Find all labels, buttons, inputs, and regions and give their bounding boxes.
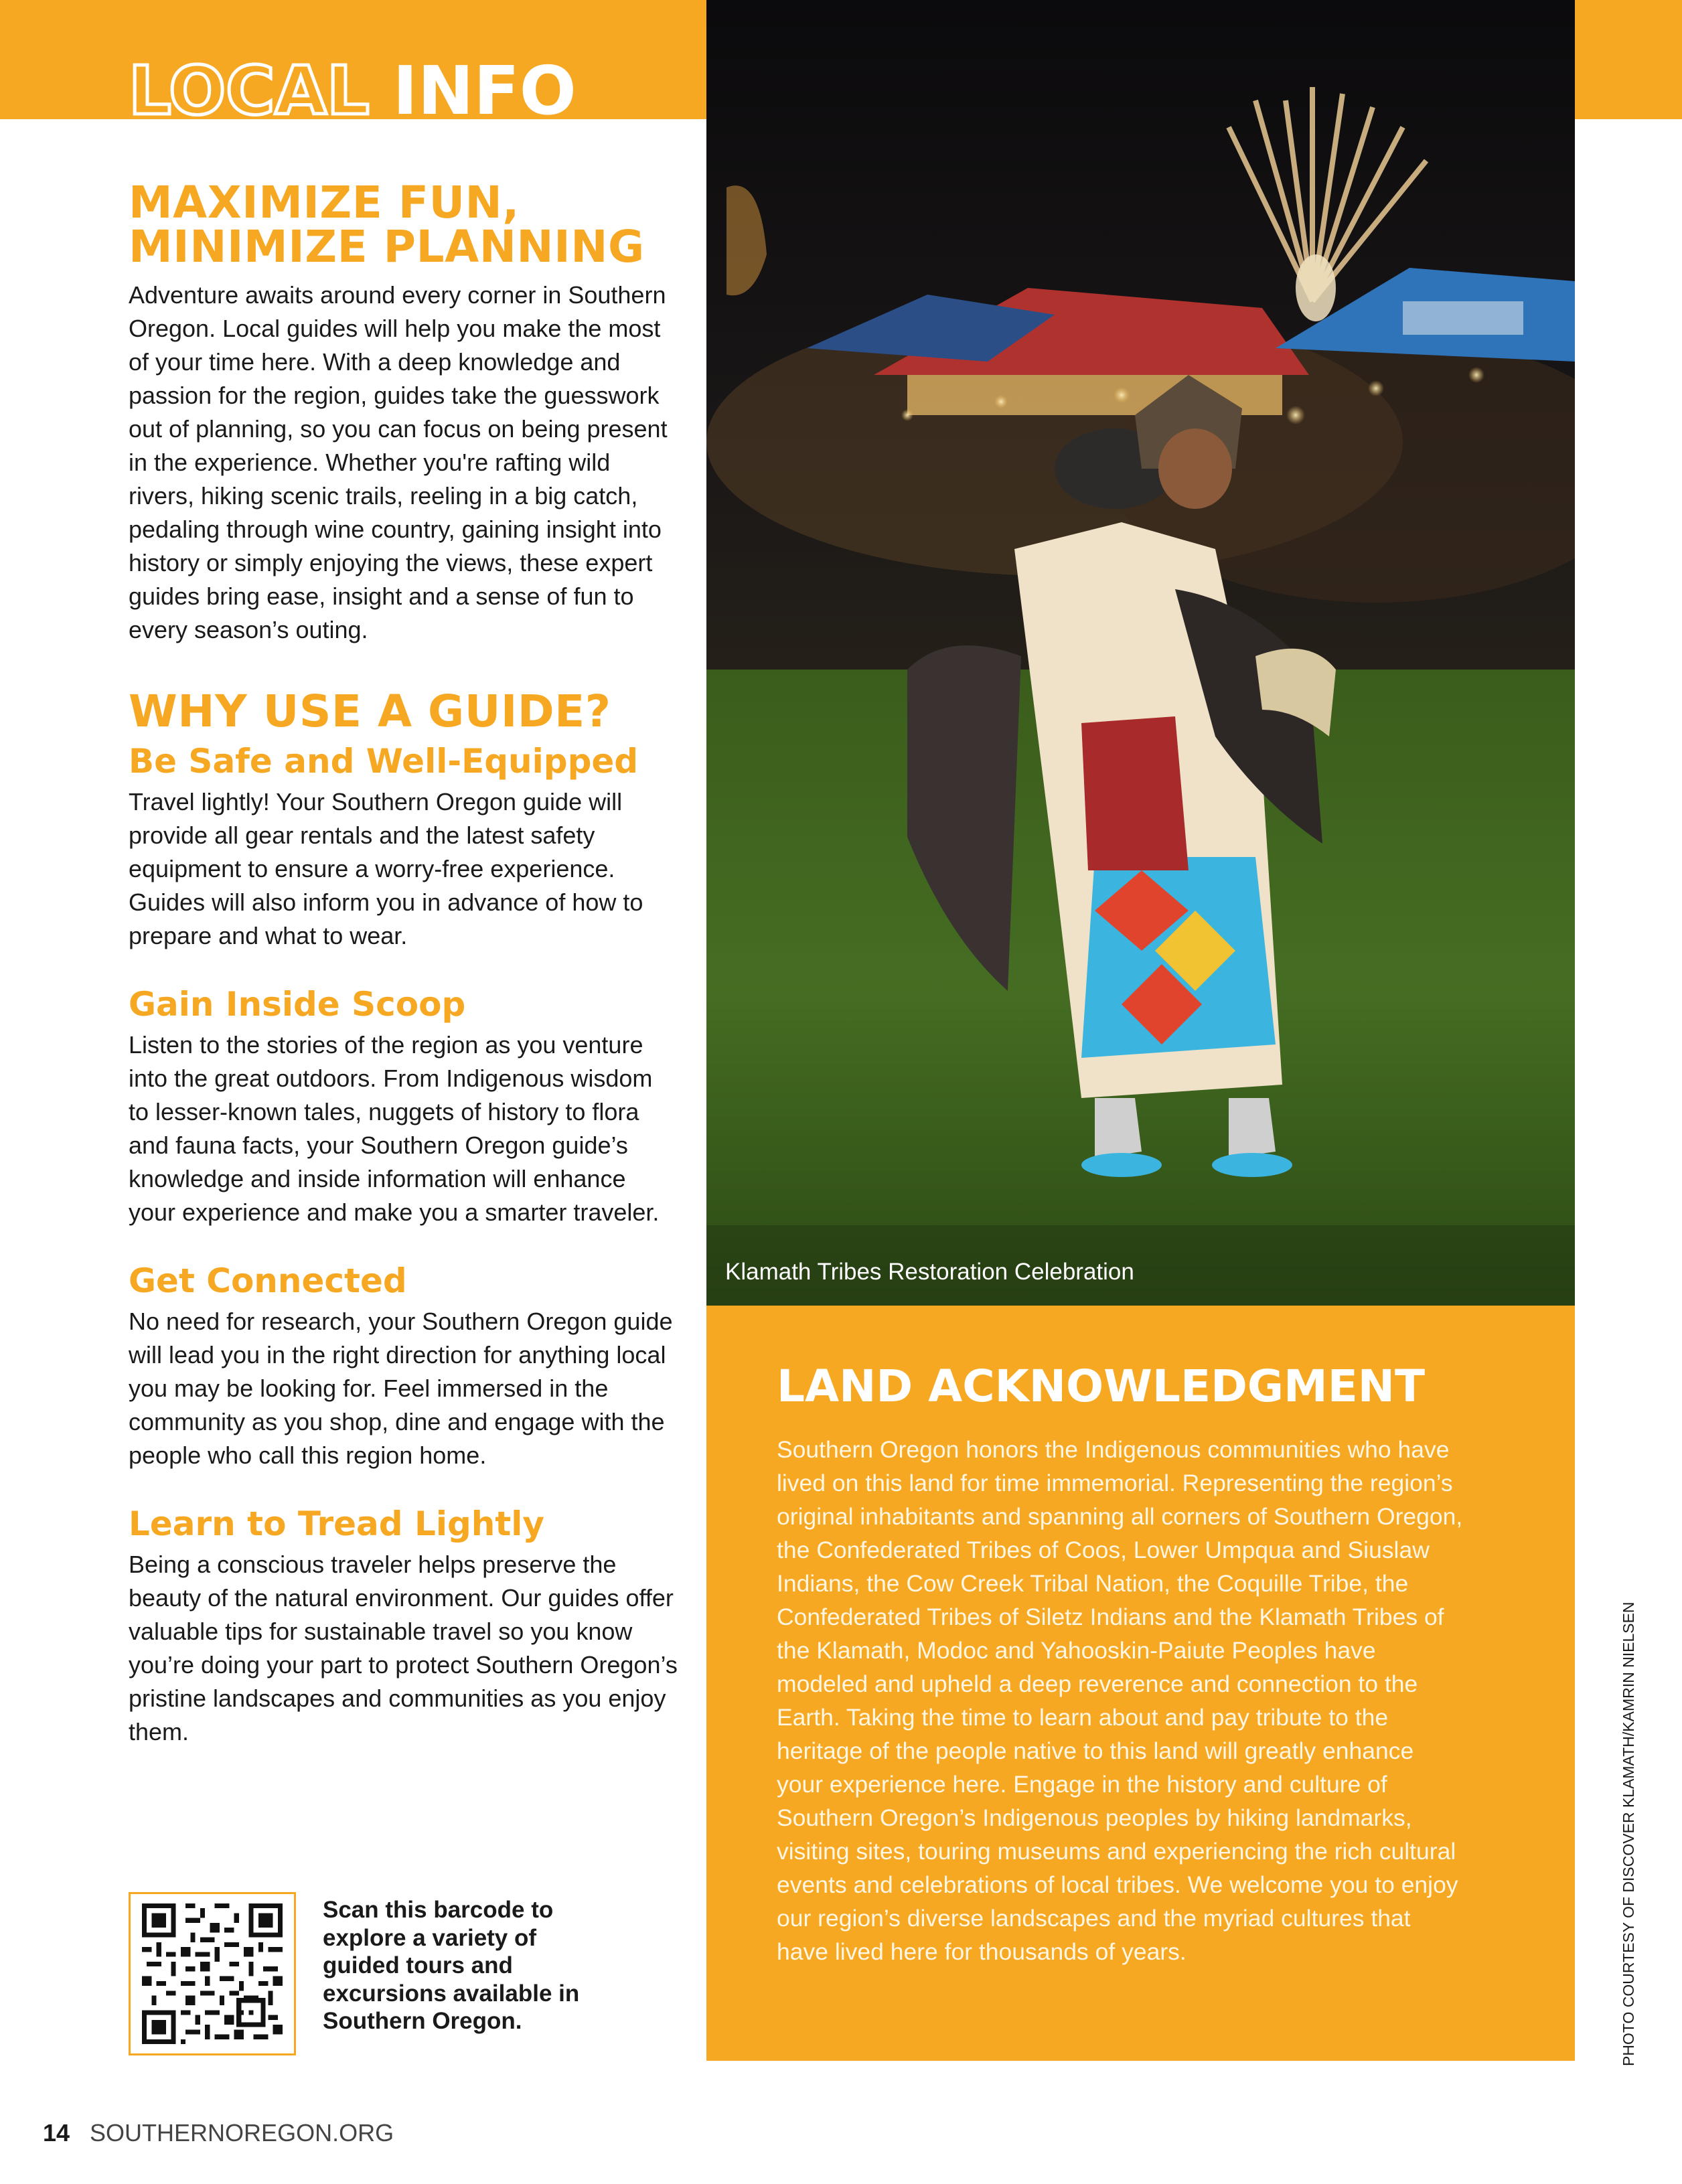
left-column xyxy=(129,177,678,1749)
subheading-scoop: Gain Inside Scoop xyxy=(129,985,466,1024)
intro-heading xyxy=(129,177,678,272)
hero-photo xyxy=(706,0,1575,1306)
land-body: Southern Oregon honors the Indigenous communities who have lived on this land for time immemorial. Representing the region’s original inhabitants and spanning all corners of Southern Oregon, the Confederated Tribes of Coos, Lower Umpqua and Siuslaw Indians, the Cow Creek Tribal Nation, the Coquille Tribe, the Confederated Tribes of Siletz Indians and the Klamath Tribes of the Klamath, Modoc and Yahooskin-Paiute Peoples have modeled and upheld a deep reverence and connection to the Earth. Taking the time to learn about and pay tribute to the heritage of the people native to this land will greatly enhance your experience here. Engage in the history and culture of Southern Oregon’s Indigenous peoples by hiking landmarks, visiting sites, touring museums and experiencing the rich cultural events and celebrations of local tribes. We welcome you to enjoy our region’s diverse landscapes and the myriad cultures that have lived here for thousands of years. xyxy=(777,1436,1463,1965)
subheading-safe: Be Safe and Well-Equipped xyxy=(129,742,639,781)
subheading-connected: Get Connected xyxy=(129,1261,407,1300)
section-title-solid: INFO xyxy=(392,58,577,125)
dancer-photo-illustration xyxy=(706,0,1575,1306)
qr-caption: Scan this barcode to explore a variety of guided tours and excursions available in Southern Oregon. xyxy=(323,1897,580,2034)
intro-heading-line2: MINIMIZE PLANNING xyxy=(129,221,645,272)
body-scoop: Listen to the stories of the region as you venture into the great outdoors. From Indigenous wisdom to lesser-known tales, nuggets of history to flora and fauna facts, your Southern Oregon guide’s knowledge and inside information will enhance your experience and make you a smarter traveler. xyxy=(129,1031,660,1226)
section-title-outline: LOCAL xyxy=(129,58,370,125)
page-number: 14 xyxy=(43,2119,70,2147)
header-band-right xyxy=(1575,0,1682,119)
body-connected: No need for research, your Southern Oregon guide will lead you in the right direction for anything local you may be looking for. Feel immersed in the community as you shop, dine and engage with the people who call this region home. xyxy=(129,1308,673,1469)
photo-caption: Klamath Tribes Restoration Celebration xyxy=(725,1259,1134,1285)
page-footer xyxy=(43,2119,394,2147)
section-title xyxy=(129,58,577,125)
intro-body: Adventure awaits around every corner in Southern Oregon. Local guides will help you make the most of your time here. With a deep knowledge and passion for the region, guides take the guesswork out of planning, so you can focus on being present in the experience. Whether you're rafting wild rivers, hiking scenic trails, reeling in a big catch, pedaling through wine country, gaining insight into history or simply enjoying the views, these expert guides bring ease, insight and a sense of fun to every season’s outing. xyxy=(129,281,668,643)
site-url: SOUTHERNOREGON.ORG xyxy=(90,2119,394,2147)
body-safe: Travel lightly! Your Southern Oregon guide will provide all gear rentals and the latest safety equipment to ensure a worry-free experience. Guides will also inform you in advance of how to prepare and what to wear. xyxy=(129,788,643,949)
qr-code[interactable] xyxy=(129,1892,296,2055)
body-tread: Being a conscious traveler helps preserve the beauty of the natural environment. Our guides offer valuable tips for sustainable travel so you know you’re doing your part to protect Southern Oregon’s pristine landscapes and communities as you enjoy them. xyxy=(129,1551,678,1745)
land-heading: LAND ACKNOWLEDGMENT xyxy=(777,1360,1426,1412)
photo-credit: PHOTO COURTESY OF DISCOVER KLAMATH/KAMRIN NIELSEN xyxy=(1620,1602,1637,2066)
intro-heading-line1: MAXIMIZE FUN, xyxy=(129,177,520,228)
why-heading: WHY USE A GUIDE? xyxy=(129,686,611,737)
qr-code-icon xyxy=(140,1903,285,2044)
subheading-tread: Learn to Tread Lightly xyxy=(129,1504,544,1543)
